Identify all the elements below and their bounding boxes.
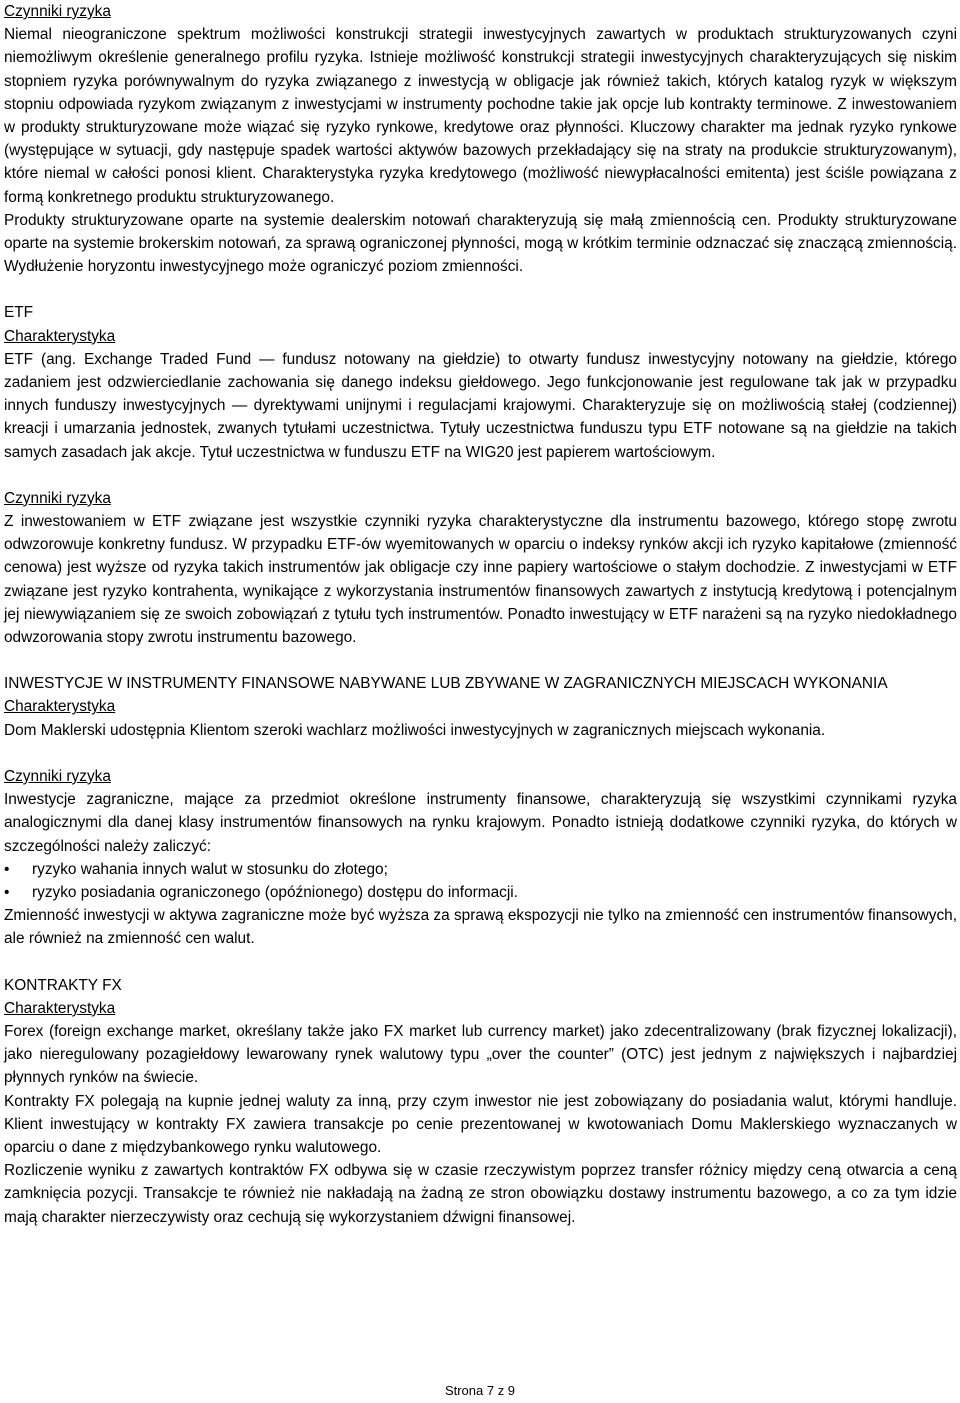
spacer — [4, 278, 957, 301]
paragraph: ETF (ang. Exchange Traded Fund — fundusz notowany na giełdzie) to otwarty fundusz inwestycyjny notowany na giełdzie, którego zadaniem jest odzwierciedlanie zachowania się danego indeksu giełdowego. Jego funkcjonowanie jest regulowane tak jak w przypadku innych funduszy inwestycyjnych — dyrektywami unijnymi i regulacjami krajowymi. Charakteryzuje się on możliwością stałej (codziennej) kreacji i umarzania jednostek, zwanych tytułami uczestnictwa. Tytuły uczestnictwa funduszu typu ETF notowane są na giełdzie na takich samych zasadach jak akcje. Tytuł uczestnictwa w funduszu ETF na WIG20 jest papierem wartościowym. — [4, 350, 957, 461]
structured-products-risk-section — [4, 0, 957, 278]
paragraph: Inwestycje zagraniczne, mające za przedmiot określone instrumenty finansowe, charakteryzują się wszystkimi czynnikami ryzyka analogicznymi dla danej klasy instrumentów finansowych na rynku krajowym. Ponadto istnieją dodatkowe czynniki ryzyka, do których w szczególności należy zaliczyć: — [4, 791, 957, 855]
bullet-icon: • — [4, 883, 10, 901]
section-subheading: Czynniki ryzyka — [4, 767, 111, 785]
section-title: KONTRAKTY FX — [4, 976, 122, 994]
section-heading: Czynniki ryzyka — [4, 3, 111, 20]
paragraph: Zmienność inwestycji w aktywa zagraniczne może być wyższa za sprawą ekspozycji nie tylko na zmienność cen instrumentów finansowych, ale również na zmienność cen walut. — [4, 907, 957, 948]
section-subheading: Czynniki ryzyka — [4, 489, 111, 507]
spacer — [4, 649, 957, 672]
spacer — [4, 464, 957, 487]
paragraph: Rozliczenie wyniku z zawartych kontraktów FX odbywa się w czasie rzeczywistym poprzez transfer różnicy między ceną otwarcia a ceną zamknięcia pozycji. Transakcje te również nie nakładają na żadną ze stron obowiązku dostawy instrumentu bazowego, a co za tym idzie mają charakter nierzeczywisty oraz cechują się wykorzystaniem dźwigni finansowej. — [4, 1162, 957, 1226]
section-subheading: Charakterystyka — [4, 327, 116, 345]
spacer — [4, 951, 957, 974]
list-item — [4, 858, 957, 881]
section-subheading: Charakterystyka — [4, 999, 116, 1017]
section-title: ETF — [4, 304, 34, 322]
page-number: Strona 7 z 9 — [444, 1383, 516, 1398]
spacer — [4, 742, 957, 765]
paragraph: Kontrakty FX polegają na kupnie jednej waluty za inną, przy czym inwestor nie jest zobowiązany do posiadania walut, którymi handluje. Klient inwestujący w kontrakty FX zawiera transakcje po cenie prezentowanej w kwotowaniach Domu Maklerskiego wyznaczanych w oparciu o dane z międzybankowego rynku walutowego. — [4, 1092, 957, 1156]
foreign-investments-section — [4, 672, 957, 950]
paragraph: Forex (foreign exchange market, określany także jako FX market lub currency market) jako zdecentralizowany (brak fizycznej lokalizacji), jako nieregulowany pozagiełdowy lewarowany rynek walutowy typu „over the counter” (OTC) jest jednym z największych i najbardziej płynnych rynków na świecie. — [4, 1022, 957, 1087]
fx-contracts-section — [4, 974, 957, 1229]
paragraph: Produkty strukturyzowane oparte na systemie dealerskim notowań charakteryzują się małą zmiennością cen. Produkty strukturyzowane oparte na systemie brokerskim notowań, za sprawą ograniczonej płynności, mogą w krótkim terminie odznaczać się znaczącą zmiennością. Wydłużenie horyzontu inwestycyjnego może ograniczyć poziom zmienności. — [4, 211, 957, 276]
paragraph: Z inwestowaniem w ETF związane jest wszystkie czynniki ryzyka charakterystyczne dla instrumentu bazowego, którego stopę zwrotu odwzorowuje konkretny fundusz. W przypadku ETF-ów wyemitowanych w oparciu o indeksy rynków akcji ich ryzyko kapitałowe (zmienność cenowa) jest wyższe od ryzyka takich instrumentów jak obligacje czy inne papiery wartościowe o stałym dochodzie. Z inwestycjami w ETF związane jest ryzyko kontrahenta, wynikające z wykorzystania instrumentów finansowych zawartych z instytucją kredytową i potencjalnym jej niewywiązaniem się ze swoich zobowiązań z tytułu tych instrumentów. Ponadto inwestujący w ETF narażeni są na ryzyko niedokładnego odwzorowania stopy zwrotu instrumentu bazowego. — [4, 513, 957, 647]
list-item-text: ryzyko wahania innych walut w stosunku do złotego; — [32, 860, 388, 878]
paragraph: Niemal nieograniczone spektrum możliwości konstrukcji strategii inwestycyjnych zawartych w produktach strukturyzowanych czyni niemożliwym określenie generalnego profilu ryzyka. Istnieje możliwość konstrukcji strategii inwestycyjnych charakteryzujących się niskim stopniem ryzyka porównywalnym do ryzyka związanego z inwestycją w obligacje jak również takich, których katalog ryzyk w większym stopniu odpowiada ryzykom związanym z inwestycjami w instrumenty pochodne takie jak opcje lub kontrakty terminowe. Z inwestowaniem w produkty strukturyzowane może wiązać się ryzyko rynkowe, kredytowe oraz płynności. Kluczowy charakter ma jednak ryzyko rynkowe (występujące w sytuacji, gdy następuje spadek wartości aktywów bazowych przekładający się na straty na produkcie strukturyzowanym), które niemal w całości ponosi klient. Charakterystyka ryzyka kredytowego (możliwość niewypłacalności emitenta) jest ściśle powiązana z formą konkretnego produktu strukturyzowanego. — [4, 26, 957, 206]
paragraph: Dom Maklerski udostępnia Klientom szeroki wachlarz możliwości inwestycyjnych w zagranicznych miejscach wykonania. — [4, 721, 826, 739]
bullet-icon: • — [4, 860, 10, 878]
document-page — [4, 0, 957, 1229]
list-item — [4, 881, 957, 904]
etf-section — [4, 301, 957, 649]
section-title: INWESTYCJE W INSTRUMENTY FINANSOWE NABYWANE LUB ZBYWANE W ZAGRANICZNYCH MIEJSCACH WYKONANIA — [4, 675, 888, 693]
list-item-text: ryzyko posiadania ograniczonego (opóźnionego) dostępu do informacji. — [32, 883, 518, 901]
section-subheading: Charakterystyka — [4, 698, 116, 716]
bullet-list — [4, 858, 957, 904]
